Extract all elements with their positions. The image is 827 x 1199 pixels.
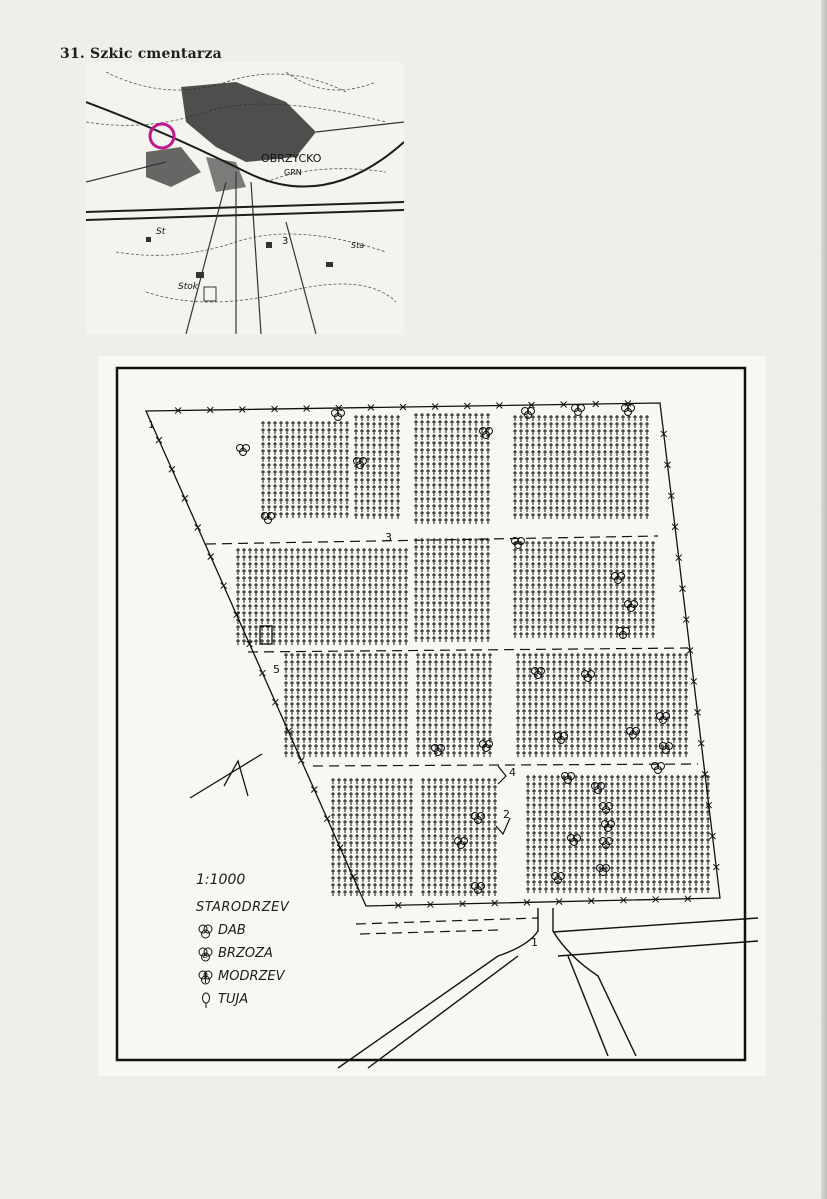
map-town-sub: GRN (284, 168, 302, 177)
legend-item-oak (196, 919, 289, 942)
legend-item-thuja (196, 988, 289, 1011)
larch-icon (196, 967, 216, 987)
legend-item-birch (196, 942, 289, 965)
map-label-sta: Sta (351, 241, 365, 250)
oak-icon (196, 921, 216, 941)
marker-5: 5 (273, 663, 280, 676)
legend-label: TUJA (218, 992, 249, 1007)
corner-label: 1 (148, 420, 155, 431)
north-arrow (190, 754, 262, 798)
map-town-label: OBRZYCKO (261, 152, 322, 165)
plan-scale: 1:1000 (196, 872, 246, 888)
marker-1: 1 (531, 936, 538, 949)
page-edge (821, 0, 827, 1199)
legend-title: STARODRZEV (196, 900, 290, 915)
legend-label: BRZOZA (218, 946, 273, 961)
marker-2: 2 (503, 808, 510, 821)
marker-4: 4 (509, 766, 516, 779)
thuja-icon (196, 990, 216, 1010)
figure-caption: 31. Szkic cmentarza (60, 46, 222, 62)
legend-label: DAB (218, 923, 246, 938)
map-label-3: 3 (282, 236, 289, 247)
legend-label: MODRZEV (218, 969, 285, 984)
roads (338, 908, 758, 1068)
entrance-arrow (498, 766, 506, 784)
birch-icon (196, 944, 216, 964)
topographic-map (86, 62, 404, 334)
plan-legend (196, 872, 289, 1011)
legend-item-larch (196, 965, 289, 988)
map-label-stok: Stok (178, 282, 198, 292)
marker-3: 3 (385, 531, 392, 544)
grave-crosses (236, 413, 710, 896)
map-label-st: St (156, 227, 166, 237)
svg-text:B: B (203, 951, 208, 960)
